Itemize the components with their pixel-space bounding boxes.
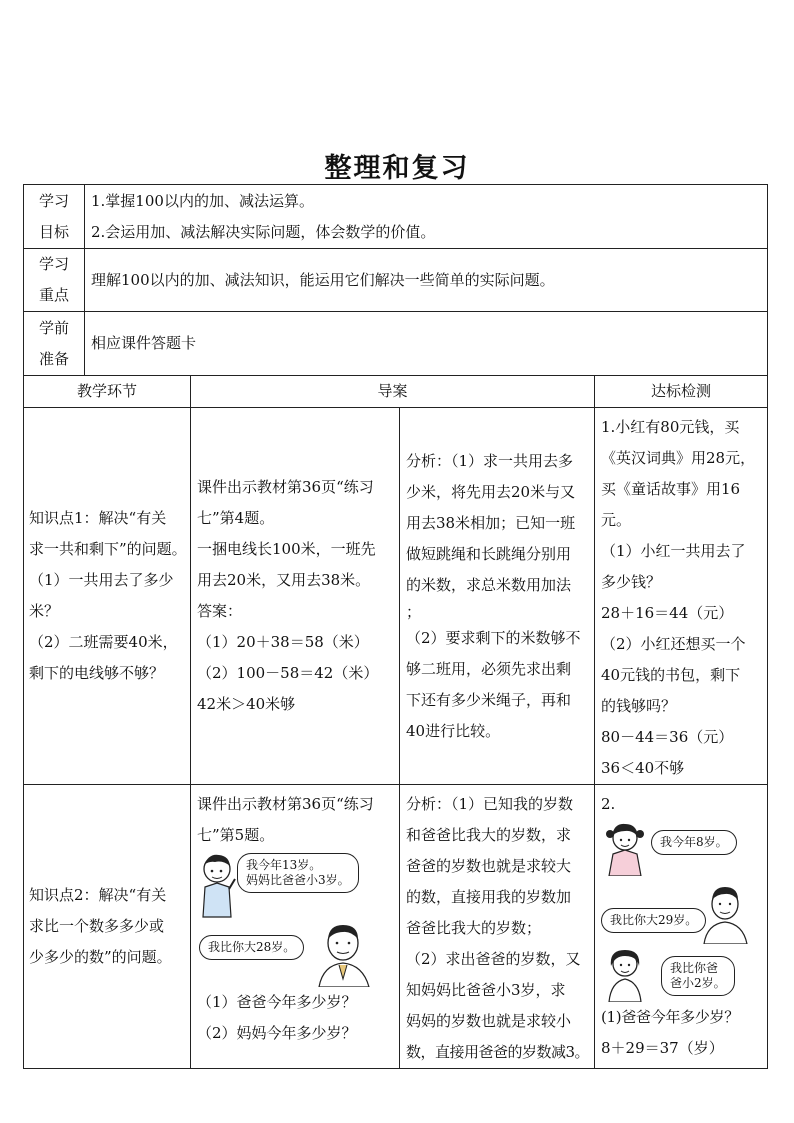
goal-item: 1.掌握100以内的加、减法运算。: [91, 191, 314, 210]
analysis-line: 少米，将先用去20米与又: [406, 482, 576, 501]
prep-content: 相应课件答题卡: [85, 312, 768, 376]
goals-label-line: 学习: [38, 191, 69, 210]
father-figure-icon-2: [701, 884, 749, 944]
illustration-check: [601, 820, 751, 1002]
goal-item: 2.会运用加、减法解决实际问题，体会数学的价值。: [91, 222, 436, 241]
boy-speech-bubble: [237, 853, 359, 893]
guide-line: 一捆电线长100米，一班先: [197, 540, 376, 558]
analysis-line: 知妈妈比爸爸小3岁，求: [406, 981, 566, 999]
boy-figure-icon: [197, 851, 237, 921]
header-check: 达标检测: [595, 376, 768, 408]
analysis-line: 爸爸比我大的岁数；: [406, 919, 542, 937]
stage-line: 少多少的数”的问题。: [29, 948, 172, 966]
analysis-line: 做短跳绳和长跳绳分别用: [406, 544, 572, 563]
stage-cell-1: [24, 408, 191, 785]
guide-line: 七”第5题。: [197, 826, 275, 844]
stage-line: 米？: [29, 602, 60, 620]
guide-line: 课件出示教材第36页“练习: [197, 795, 374, 813]
header-row: [24, 376, 768, 408]
check-number: 2.: [601, 795, 616, 813]
prep-label-line: 学前: [38, 318, 69, 337]
guide-line: （2）100－58＝42（米）: [197, 664, 379, 682]
guide-line: 用去20米，又用去38米。: [197, 571, 371, 589]
analysis-line: 分析：（1）求一共用去多: [406, 451, 574, 470]
row-knowledge-2: [24, 785, 768, 1069]
analysis-cell-1: [400, 408, 595, 785]
check-question: (1)爸爸今年多少岁？: [601, 1008, 739, 1026]
check-line: 40元钱的书包，剩下: [601, 666, 741, 684]
guide-line: 课件出示教材第36页“练习: [197, 478, 374, 496]
guide-line: （1）20＋38＝58（米）: [197, 633, 369, 651]
guide-line: 七”第4题。: [197, 509, 275, 527]
analysis-line: （2）要求剩下的米数够不: [406, 628, 581, 647]
guide-line: 42米＞40米够: [197, 695, 296, 713]
check-line: 的钱够吗？: [601, 697, 677, 715]
bubble-line: 我今年13岁。: [246, 858, 322, 872]
girl-figure-icon: [603, 820, 649, 876]
stage-line: 剩下的电线够不够？: [29, 664, 165, 682]
prep-label: [24, 312, 85, 376]
check-cell-1: [595, 408, 768, 785]
stage-line: 求一共和剩下”的问题。: [29, 540, 187, 558]
father-speech-bubble: 我比你大28岁。: [199, 935, 304, 960]
goals-label: [24, 185, 85, 249]
row-knowledge-1: [24, 408, 768, 785]
focus-label: [24, 249, 85, 312]
stage-line: 知识点1：解决“有关: [29, 509, 167, 527]
bubble-line: 我比你爸: [670, 961, 719, 975]
analysis-line: 爸爸的岁数也就是求较大: [406, 857, 572, 875]
analysis-line: 分析：（1）已知我的岁数: [406, 795, 574, 813]
illustration-boy: [197, 851, 377, 921]
prep-label-line: 准备: [38, 349, 69, 368]
analysis-line: （2）求出爸爸的岁数，又: [406, 950, 581, 968]
goals-content: [85, 185, 768, 249]
prep-row: [24, 312, 768, 376]
analysis-line: 和爸爸比我大的岁数，求: [406, 826, 572, 844]
bubble-line: 爸小2岁。: [670, 976, 726, 990]
goals-row: [24, 185, 768, 249]
stage-cell-2: [24, 785, 191, 1069]
lesson-table: [23, 184, 768, 1069]
focus-label-line: 学习: [38, 255, 69, 273]
analysis-line: 用去38米相加；已知一班: [406, 513, 576, 532]
focus-label-line: 重点: [38, 286, 69, 304]
analysis-line: 的米数，求总米数用加法: [406, 575, 572, 594]
check-line: 元。: [601, 511, 632, 529]
check-line: 《英汉词典》用28元，: [601, 449, 756, 467]
analysis-line: 下还有多少米绳子，再和: [406, 690, 572, 709]
header-stage: 教学环节: [24, 376, 191, 408]
check-line: （1）小红一共用去了: [601, 542, 746, 560]
guide-question: （2）妈妈今年多少岁？: [197, 1024, 357, 1042]
check-line: 买《童话故事》用16: [601, 480, 741, 498]
focus-content: 理解100以内的加、减法知识，能运用它们解决一些简单的实际问题。: [85, 249, 768, 312]
check-line: 36＜40不够: [601, 759, 685, 777]
analysis-line: 数，直接用爸爸的岁数减3。: [406, 1043, 590, 1061]
analysis-line: 40进行比较。: [406, 721, 501, 740]
guide-cell-2: [191, 785, 400, 1069]
analysis-line: 的数，直接用我的岁数加: [406, 888, 572, 906]
check-line: 1.小红有80元钱，买: [601, 418, 740, 436]
analysis-line: ；: [406, 602, 422, 621]
header-guide: 导案: [191, 376, 595, 408]
father-speech-bubble-2: 我比你大29岁。: [601, 908, 706, 933]
page-title: 整理和复习: [324, 153, 470, 184]
guide-question: （1）爸爸今年多少岁？: [197, 993, 357, 1011]
stage-line: （1）一共用去了多少: [29, 571, 174, 589]
stage-line: （2）二班需要40米，: [29, 633, 178, 651]
father-figure-icon: [315, 921, 375, 987]
guide-cell-1: [191, 408, 400, 785]
mother-figure-icon: [603, 946, 647, 1002]
analysis-line: 够二班用，必须先求出剩: [406, 659, 572, 678]
goals-label-line: 目标: [38, 222, 69, 241]
check-line: （2）小红还想买一个: [601, 635, 746, 653]
check-line: 28＋16＝44（元）: [601, 604, 734, 622]
check-line: 多少钱？: [601, 573, 662, 591]
check-answer: 8＋29＝37（岁）: [601, 1039, 724, 1057]
focus-row: [24, 249, 768, 312]
guide-line: 答案：: [197, 602, 243, 620]
stage-line: 知识点2：解决“有关: [29, 886, 167, 904]
illustration-father: [197, 921, 377, 987]
mother-speech-bubble: [661, 956, 735, 996]
analysis-line: 妈妈的岁数也就是求较小: [406, 1012, 572, 1030]
analysis-cell-2: [400, 785, 595, 1069]
check-line: 80－44＝36（元）: [601, 728, 734, 746]
bubble-line: 妈妈比爸爸小3岁。: [246, 873, 350, 887]
stage-line: 求比一个数多多少或: [29, 917, 165, 935]
check-cell-2: [595, 785, 768, 1069]
girl-speech-bubble: 我今年8岁。: [651, 830, 737, 855]
